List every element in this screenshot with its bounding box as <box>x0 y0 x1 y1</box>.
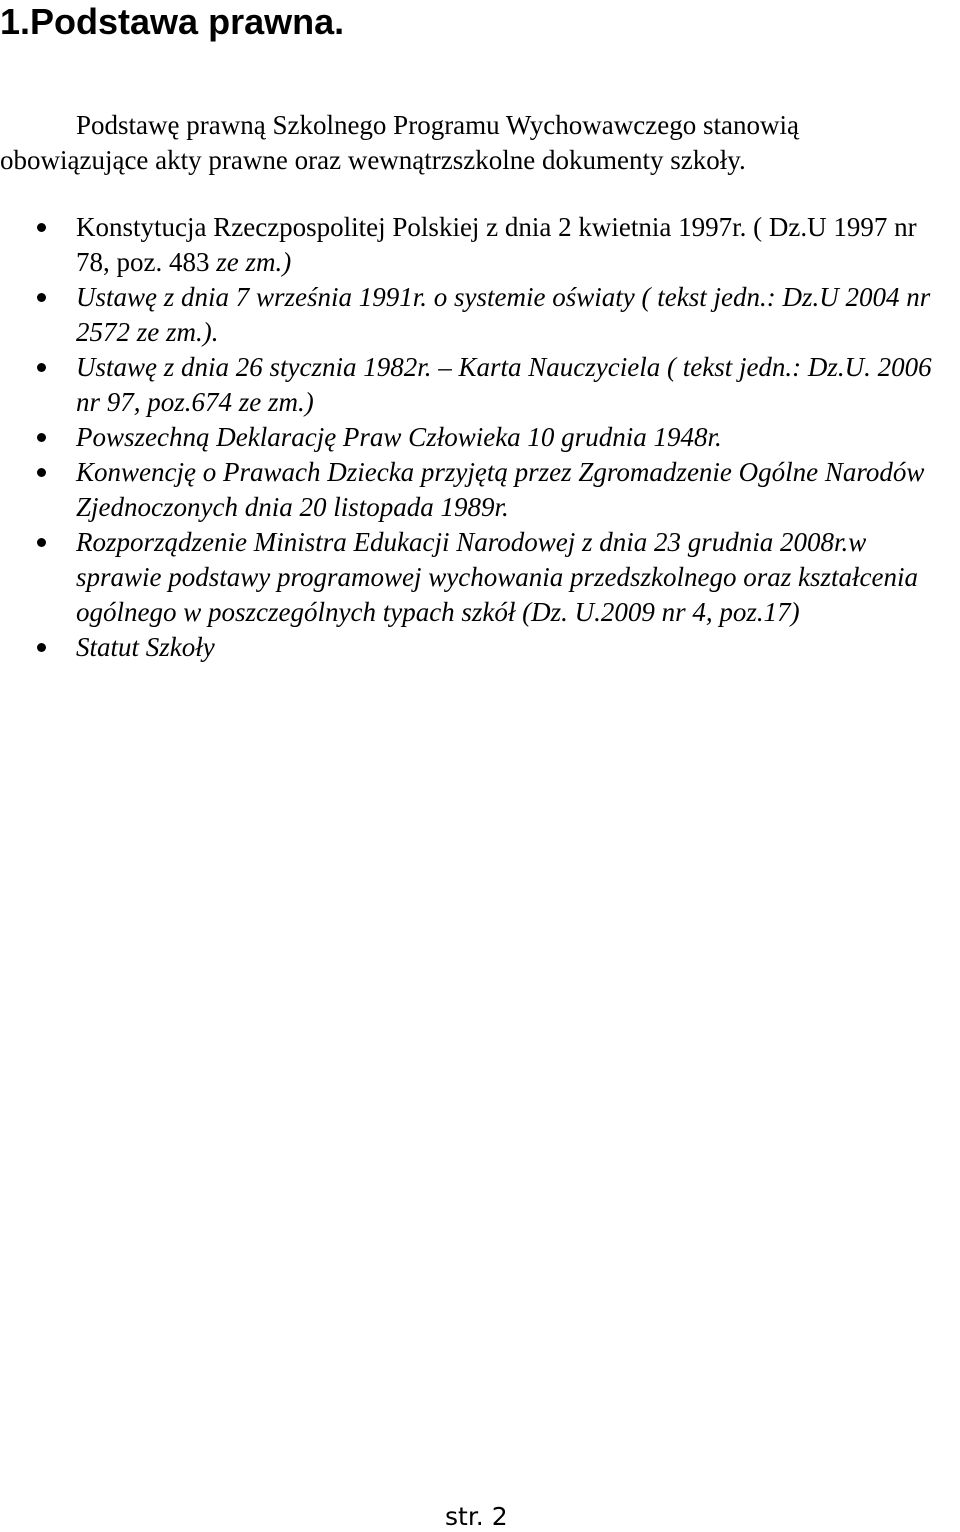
list-item-constitution <box>0 210 945 280</box>
bullet-icon <box>37 433 46 442</box>
list-item-text: Konwencję o Prawach Dziecka przyjętą przez Zgromadzenie Ogólne Narodów Zjednoczonych dnia 20 listopada 1989r. <box>76 457 925 522</box>
list-item-human-rights <box>0 420 945 455</box>
intro-line-1: Podstawę prawną Szkolnego Programu Wychowawczego stanowią <box>76 110 799 140</box>
intro-paragraph <box>0 108 940 178</box>
list-item-school-statute <box>0 630 945 665</box>
list-item-regulation <box>0 525 945 630</box>
list-item-text <box>76 210 945 280</box>
bullet-icon <box>37 468 46 477</box>
bullet-icon <box>37 293 46 302</box>
list-item-teachers-charter <box>0 350 945 420</box>
intro-line-2: obowiązujące akty prawne oraz wewnątrzszkolne dokumenty szkoły. <box>0 145 746 175</box>
list-item-text: Statut Szkoły <box>76 632 215 662</box>
legal-acts-list <box>0 210 945 665</box>
page-number: str. 2 <box>445 1502 508 1531</box>
section-heading: 1.Podstawa prawna. <box>0 1 345 42</box>
list-item-child-rights <box>0 455 945 525</box>
list-item-text: Rozporządzenie Ministra Edukacji Narodowej z dnia 23 grudnia 2008r.w sprawie podstawy programowej wychowania przedszkolnego oraz kształcenia ogólnego w poszczególnych typach szkół (Dz. U.2009 nr 4, poz.17) <box>76 527 918 627</box>
list-item-text: Ustawę z dnia 26 stycznia 1982r. – Karta Nauczyciela ( tekst jedn.: Dz.U. 2006 nr 97, poz.674 ze zm.) <box>76 352 932 417</box>
bullet-icon <box>37 538 46 547</box>
list-item-text-italic: ze zm.) <box>216 247 292 277</box>
list-item-text-regular: Konstytucja Rzeczpospolitej Polskiej z dnia 2 kwietnia 1997r. ( Dz.U 1997 nr 78, poz. 483 <box>76 212 917 277</box>
list-item-education-act <box>0 280 945 350</box>
list-item-text: Ustawę z dnia 7 września 1991r. o systemie oświaty ( tekst jedn.: Dz.U 2004 nr 2572 ze zm.). <box>76 282 931 347</box>
list-item-text: Powszechną Deklarację Praw Człowieka 10 grudnia 1948r. <box>76 422 722 452</box>
bullet-icon <box>37 223 46 232</box>
bullet-icon <box>37 643 46 652</box>
bullet-icon <box>37 363 46 372</box>
